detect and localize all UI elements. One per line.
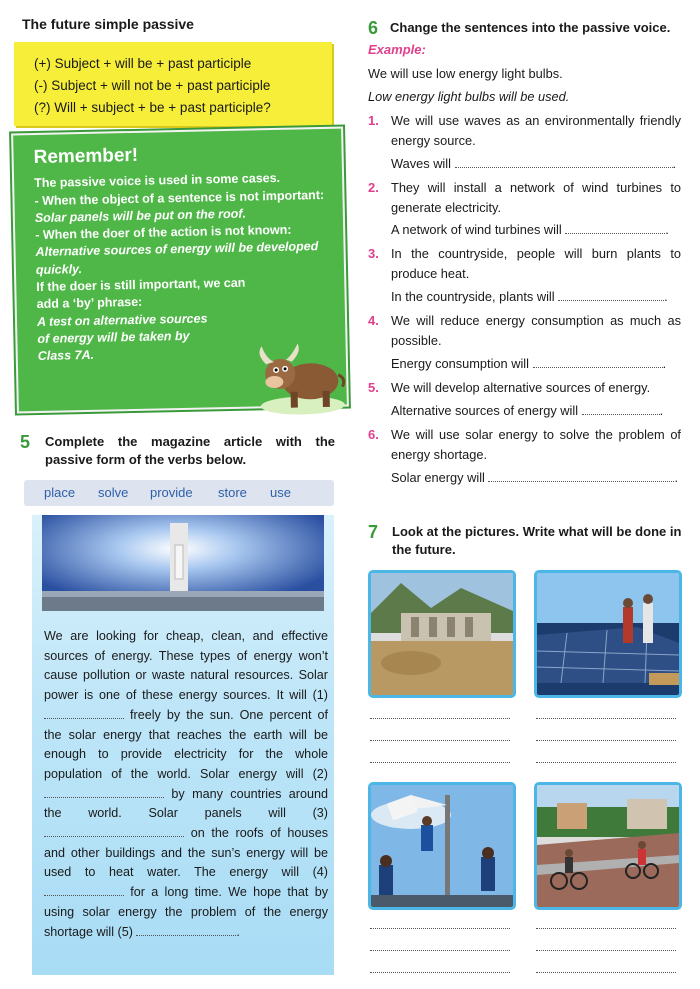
cyclists-image: [537, 785, 679, 907]
item-sentence: We will reduce energy consumption as much as possible.: [391, 313, 681, 348]
blank-5[interactable]: [136, 925, 236, 936]
write-line[interactable]: [370, 740, 510, 741]
answer-start: In the countryside, plants will: [391, 289, 555, 304]
exercise-6-instruction: Change the sentences into the passive voice.: [390, 20, 671, 35]
word-box: [24, 480, 334, 506]
answer-blank-3[interactable]: [558, 290, 664, 301]
example-active: We will use low energy light bulbs.: [368, 66, 563, 81]
word-option: provide: [150, 485, 193, 500]
picture-dam: [368, 570, 516, 698]
picture-wind-turbine: [368, 782, 516, 910]
article-end: .: [236, 924, 240, 939]
answer-start: Energy consumption will: [391, 356, 529, 371]
solar-panels-image: [537, 573, 679, 695]
answer-start: Waves will: [391, 156, 451, 171]
write-line[interactable]: [370, 972, 510, 973]
remember-example: Alternative sources of energy will be developed quickly.: [35, 239, 319, 277]
write-line[interactable]: [536, 972, 676, 973]
answer-blank-5[interactable]: [582, 404, 660, 415]
remember-line: add a ‘by’ phrase:: [36, 295, 143, 312]
exercise-7-instruction: Look at the pictures. Write what will be done in the future.: [392, 524, 682, 557]
remember-box: [11, 127, 349, 414]
period: .: [665, 222, 669, 237]
exercise-5-instruction: Complete the magazine article with the passive form of the verbs below.: [45, 434, 335, 467]
exercise-6-number: 6: [368, 18, 379, 38]
remember-line: The passive voice is used in some cases.: [34, 171, 281, 191]
period: .: [674, 470, 679, 485]
item-number: 6.: [368, 427, 379, 442]
answer-blank-1[interactable]: [455, 157, 673, 168]
rule-positive: (+) Subject + will be + past participle: [34, 56, 252, 71]
write-line[interactable]: [370, 762, 510, 763]
grammar-title: The future simple passive: [22, 16, 194, 32]
dam-image: [371, 573, 513, 695]
remember-line: - When the object of a sentence is not important:: [34, 187, 325, 208]
blank-1[interactable]: [44, 708, 124, 719]
picture-cyclists: [534, 782, 682, 910]
picture-solar-panels: [534, 570, 682, 698]
exercise-7-number: 7: [368, 522, 379, 542]
item-number: 5.: [368, 380, 379, 395]
item-number: 1.: [368, 113, 379, 128]
article-part: We are looking for cheap, clean, and effective sources of energy. These types of energy won’t cause pollution or waste natural resources. Solar power is one of these energy sources. It will (1): [44, 629, 328, 703]
item-sentence: In the countryside, people will burn plants to produce heat.: [391, 246, 681, 281]
remember-example: Class 7A.: [37, 348, 95, 364]
rule-negative: (-) Subject + will not be + past participle: [34, 78, 271, 93]
article-text: [44, 627, 328, 942]
write-line[interactable]: [536, 740, 676, 741]
answer-start: Alternative sources of energy will: [391, 403, 579, 418]
word-option: place: [44, 485, 76, 500]
item-sentence: We will use waves as an environmentally friendly energy source.: [391, 113, 681, 148]
exercise-5-number: 5: [20, 432, 31, 452]
write-line[interactable]: [536, 950, 676, 951]
blank-3[interactable]: [44, 826, 184, 837]
item-sentence: We will develop alternative sources of energy.: [391, 380, 651, 395]
answer-blank-6[interactable]: [488, 471, 674, 482]
period: .: [659, 403, 664, 418]
write-line[interactable]: [370, 718, 510, 719]
write-line[interactable]: [370, 950, 510, 951]
remember-example: of energy will be taken by: [37, 328, 190, 346]
solar-tower-image: [42, 515, 324, 611]
item-answer: [391, 289, 668, 304]
remember-line: If the doer is still important, we can: [36, 275, 246, 295]
item-answer: [391, 356, 666, 371]
grammar-rules-box: [14, 42, 332, 126]
item-number: 2.: [368, 180, 379, 195]
blank-2[interactable]: [44, 787, 164, 798]
write-line[interactable]: [536, 928, 676, 929]
rule-question: (?) Will + subject + be + past participle?: [34, 100, 271, 115]
buffalo-mascot-icon: [251, 339, 349, 417]
article-part: for a long time. We hope that by using solar energy the problem of the energy shortage will (5): [44, 885, 329, 939]
example-passive: Low energy light bulbs will be used.: [368, 89, 570, 104]
write-line[interactable]: [536, 762, 676, 763]
remember-heading: Remember!: [33, 144, 139, 169]
period: .: [664, 289, 668, 304]
item-sentence: We will use solar energy to solve the problem of energy shortage.: [391, 427, 681, 462]
write-line[interactable]: [370, 928, 510, 929]
article-part: freely by the sun. One percent of the solar energy that reaches the earth will be enough to provide electricity for the whole population of the world. Solar energy will (2): [44, 707, 329, 781]
article-part: by many countries around the world. Solar panels will (3): [44, 786, 328, 821]
example-label: Example:: [368, 42, 426, 57]
magazine-article: [32, 515, 334, 975]
remember-line: - When the doer of the action is not known:: [35, 222, 292, 243]
answer-blank-2[interactable]: [565, 223, 665, 234]
answer-blank-4[interactable]: [533, 357, 663, 368]
item-number: 3.: [368, 246, 379, 261]
wind-turbine-image: [371, 785, 513, 907]
word-option: store: [218, 485, 247, 500]
word-option: use: [270, 485, 291, 500]
answer-start: A network of wind turbines will: [391, 222, 562, 237]
period: .: [672, 156, 677, 171]
write-line[interactable]: [536, 718, 676, 719]
remember-example: A test on alternative sources: [36, 311, 208, 329]
remember-example: Solar panels will be put on the roof.: [34, 206, 247, 225]
item-answer: [391, 156, 676, 171]
item-answer: [391, 470, 678, 485]
word-option: solve: [98, 485, 129, 500]
answer-start: Solar energy will: [391, 470, 485, 485]
blank-4[interactable]: [44, 885, 124, 896]
item-sentence: They will install a network of wind turbines to generate electricity.: [391, 180, 681, 215]
period: .: [662, 356, 667, 371]
item-answer: [391, 403, 663, 418]
article-part: on the roofs of houses and other buildings and the sun’s energy will be used to heat water. The energy will (4): [44, 826, 329, 880]
item-answer: [391, 222, 669, 237]
item-number: 4.: [368, 313, 379, 328]
